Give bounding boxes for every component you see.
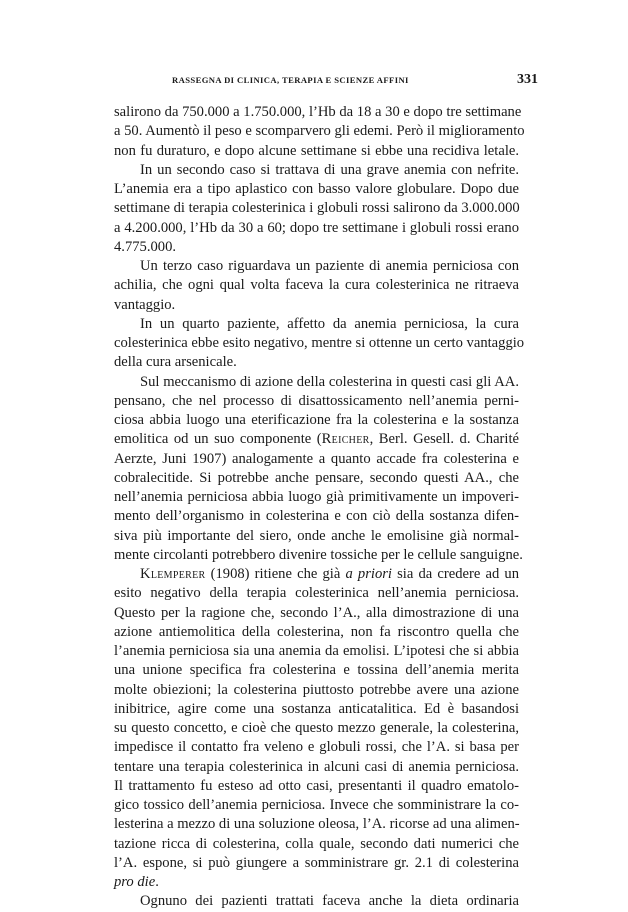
text-line xyxy=(114,565,519,584)
text-segment: salirono da 750.000 a 1.750.000, l’Hb da 18 a 30 e dopo tre settimane xyxy=(114,104,522,120)
text-segment: 4.775.000. xyxy=(114,238,177,255)
text-line xyxy=(114,373,519,392)
running-head: RASSEGNA DI CLINICA, TERAPIA E SCIENZE AFFINI xyxy=(172,75,409,85)
text-line xyxy=(114,450,519,469)
text-segment: su questo concetto, e cioè che questo mezzo generale, la colesterina, xyxy=(114,720,519,736)
text-segment: mento dell’organismo in colesterina e con ciò della sostanza difen- xyxy=(114,508,519,525)
text-line xyxy=(114,296,519,315)
text-segment: , Berl. Gesell. d. Charité xyxy=(369,431,519,448)
text-segment: nell’anemia perniciosa abbia luogo già primitivamente un impoveri- xyxy=(114,489,519,505)
text-line xyxy=(114,257,519,276)
text-segment: non fu duraturo, e dopo alcune settimane si ebbe una recidiva letale. xyxy=(114,142,519,159)
text-line xyxy=(114,738,519,757)
text-line xyxy=(114,469,519,488)
text-line xyxy=(114,488,519,507)
text-segment: esito negativo della terapia colesterinica nell’anemia perniciosa. xyxy=(114,585,519,602)
text-segment: tazione ricca di colesterina, colla quale, secondo dati numerici che xyxy=(114,835,519,852)
text-segment: azione antiemolitica della colesterina, non fa riscontro quella che xyxy=(114,623,519,640)
text-line xyxy=(114,180,519,199)
text-segment: L’anemia era a tipo aplastico con basso valore globulare. Dopo due xyxy=(114,181,519,197)
text-segment: Sul meccanismo di azione della colesterina in questi casi gli AA. xyxy=(140,373,519,390)
text-segment: gico tossico dell’anemia perniciosa. Invece che somministrare la co- xyxy=(114,797,519,813)
text-line xyxy=(114,719,519,738)
text-segment: pensano, che nel processo di disattossicamento nell’anemia perni- xyxy=(114,392,519,409)
text-line xyxy=(114,623,519,642)
text-line xyxy=(114,854,519,873)
text-line xyxy=(114,276,519,295)
text-segment: ciosa abbia luogo una eterificazione fra la colesterina e la sostanza xyxy=(114,412,519,428)
text-line xyxy=(114,700,519,719)
text-line xyxy=(114,584,519,603)
text-segment: impedisce il contatto fra veleno e globuli rossi, che l’A. si basa per xyxy=(114,739,519,756)
text-segment: tentare una terapia colesterinica in alcuni casi di anemia perniciosa. xyxy=(114,758,519,775)
text-line xyxy=(114,604,519,623)
italic-text: pro die xyxy=(114,874,156,890)
text-segment: una unione specifica fra colesterina e tossina dell’anemia merita xyxy=(114,662,519,679)
text-segment: mente circolanti potrebbero divenire tossiche per le cellule sanguigne. xyxy=(114,546,523,563)
text-segment: . xyxy=(155,874,159,890)
text-line xyxy=(114,122,525,141)
text-line xyxy=(114,334,525,353)
text-segment: In un secondo caso si trattava di una grave anemia con nefrite. xyxy=(140,161,519,178)
text-segment: settimane di terapia colesterinica i globuli rossi salirono da 3.000.000 xyxy=(114,200,520,217)
text-segment: a 50. Aumentò il peso e scomparvero gli edemi. Però il miglioramento xyxy=(114,123,525,140)
text-line xyxy=(114,219,519,238)
text-line xyxy=(114,238,519,257)
text-line xyxy=(114,392,519,411)
text-line xyxy=(114,527,519,546)
italic-text: a priori xyxy=(345,566,392,582)
text-line xyxy=(114,353,519,372)
text-line xyxy=(114,661,519,680)
text-line xyxy=(114,873,519,892)
page-number: 331 xyxy=(517,72,538,87)
text-segment: lesterina a mezzo di una soluzione oleosa, l’A. ricorse ad una alimen- xyxy=(114,816,520,833)
text-segment: vantaggio. xyxy=(114,296,176,313)
text-segment: achilia, che ogni qual volta faceva la cura colesterinica ne ritraeva xyxy=(114,277,519,294)
text-segment: (1908) ritiene che già xyxy=(205,566,346,582)
text-line xyxy=(114,430,519,449)
text-segment: colesterinica ebbe esito negativo, mentre si ottenne un certo vantaggio xyxy=(114,335,525,351)
text-segment: Il trattamento fu esteso ad otto casi, presentanti il quadro ematolo- xyxy=(114,777,519,794)
text-line xyxy=(114,507,519,526)
text-line xyxy=(114,142,519,161)
text-segment: a 4.200.000, l’Hb da 30 a 60; dopo tre settimane i globuli rossi erano xyxy=(114,219,519,236)
text-line xyxy=(114,315,519,334)
text-line xyxy=(114,199,519,218)
text-line xyxy=(114,681,519,700)
text-segment: cobralecitide. Si potrebbe anche pensare, secondo questi AA., che xyxy=(114,469,519,486)
text-line xyxy=(114,892,519,911)
text-line xyxy=(114,411,519,430)
body-text xyxy=(114,103,525,912)
text-line xyxy=(114,546,523,565)
text-line xyxy=(114,161,519,180)
text-segment: l’A. espone, si può giungere a somministrare gr. 2.1 di colesterina xyxy=(114,854,519,871)
page-header xyxy=(114,72,540,90)
text-segment: Un terzo caso riguardava un paziente di anemia perniciosa con xyxy=(140,258,519,274)
text-segment: sia da credere ad un xyxy=(391,566,519,582)
text-segment: Ognuno dei pazienti trattati faceva anche la dieta ordinaria xyxy=(140,893,519,910)
text-line xyxy=(114,642,519,661)
author-name: Klemperer xyxy=(140,566,206,582)
text-segment: della cura arsenicale. xyxy=(114,354,237,371)
text-line xyxy=(114,103,522,122)
text-segment: l’anemia perniciosa sia una anemia da emolisi. L’ipotesi che si abbia xyxy=(114,643,519,659)
text-line xyxy=(114,777,519,796)
text-segment: In un quarto paziente, affetto da anemia perniciosa, la cura xyxy=(140,315,519,332)
text-line xyxy=(114,815,519,834)
text-line xyxy=(114,796,519,815)
author-name: Reicher xyxy=(321,431,370,448)
text-segment: emolitica od un suo componente ( xyxy=(114,431,322,448)
text-line xyxy=(114,758,519,777)
text-segment: molte obiezioni; la colesterina piuttosto potrebbe avere una azione xyxy=(114,681,519,698)
text-segment: Questo per la ragione che, secondo l’A., alla dimostrazione di una xyxy=(114,604,519,621)
text-segment: inibitrice, agire come una sostanza anticatalitica. Ed è basandosi xyxy=(114,700,519,717)
text-segment: siva più importante del siero, onde anche le emolisine già normal- xyxy=(114,527,519,544)
text-line xyxy=(114,835,519,854)
text-segment: Aerzte, Juni 1907) analogamente a quanto accade fra colesterina e xyxy=(114,450,519,467)
